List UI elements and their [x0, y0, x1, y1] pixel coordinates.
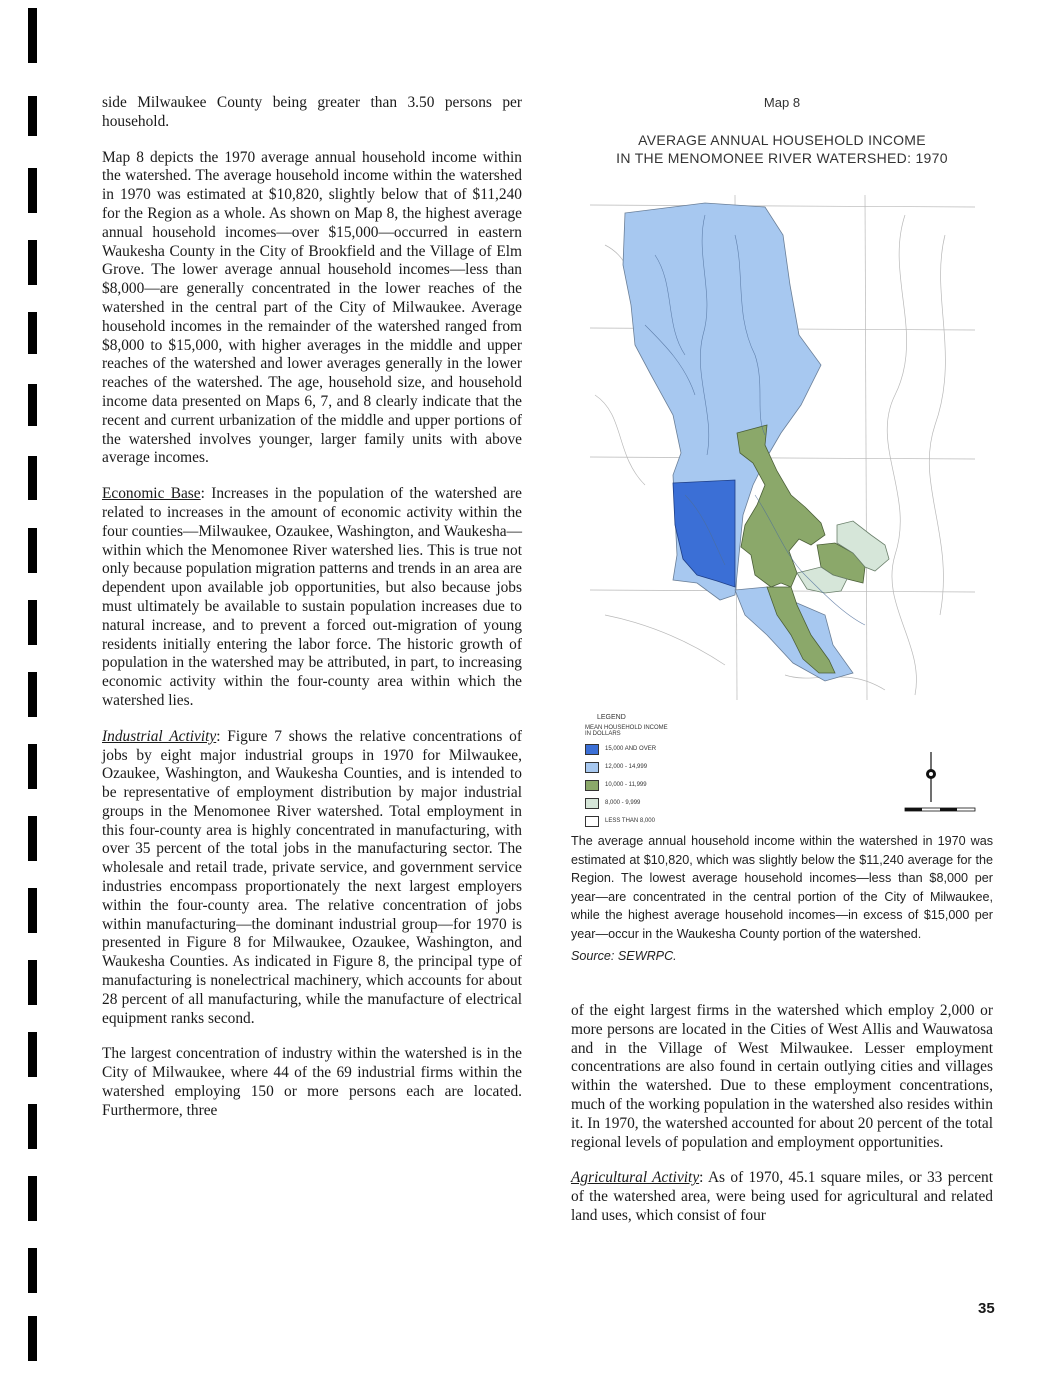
- legend-item-label: 10,000 - 11,999: [605, 782, 647, 788]
- paragraph-economic-base: [102, 485, 522, 711]
- legend-item: [585, 812, 668, 830]
- heading-agricultural-activity: Agricultural Activity: [571, 1169, 700, 1187]
- left-column: [102, 94, 522, 1138]
- legend-swatch: [585, 780, 599, 791]
- legend-item-label: 15,000 AND OVER: [605, 746, 657, 752]
- caption-text: The average annual household income within the watershed in 1970 was estimated at $10,820, which was slightly below the $11,240 average for the Region. The lowest average household incomes—less than $8,000 per year—are concentrated in the central portion of the City of Milwaukee, while the highest average household incomes—in excess of $15,000 per year—occur in the Waukesha County portion of the watershed.: [571, 834, 993, 941]
- legend-swatch: [585, 744, 599, 755]
- legend-item: [585, 758, 668, 776]
- legend-item: [585, 776, 668, 794]
- legend-subtitle-2: IN DOLLARS: [585, 731, 621, 737]
- map-title-line-2: IN THE MENOMONEE RIVER WATERSHED: 1970: [616, 150, 948, 166]
- legend-item-label: 8,000 - 9,999: [605, 800, 641, 806]
- map-legend: [585, 714, 668, 830]
- legend-item-label: 12,000 - 14,999: [605, 764, 648, 770]
- legend-swatch: [585, 816, 599, 827]
- map-zone-10000: [737, 425, 825, 587]
- caption-source: Source: SEWRPC.: [571, 948, 677, 963]
- legend-title: LEGEND: [597, 714, 626, 721]
- map-caption: [571, 832, 993, 968]
- paragraph-eight-largest-firms: of the eight largest firms in the watershed which employ 2,000 or more persons are located in the Cities of West Allis and Wauwatosa and in the Village of West Milwaukee. Lesser employment concentrations are also found in certain outlying cities and villages within the watershed. Due to these employment concentrations, much of the working population in the watershed also resides within it. In 1970, the watershed accounted for about 20 percent of the total regional levels of population and employment opportunities.: [571, 1002, 993, 1151]
- right-column: [571, 1002, 993, 1243]
- watershed-map: [585, 195, 985, 705]
- map-title: [571, 131, 993, 167]
- paragraph-household-size-end: side Milwaukee County being greater than 3.50 persons per household.: [102, 94, 522, 130]
- paragraph-agricultural-activity: [571, 1169, 993, 1225]
- paragraph-income: Map 8 depicts the 1970 average annual household income within the watershed. The average household income within the watershed in 1970 was estimated at $10,820, slightly below that of $11,240 for the Region as a whole. As shown on Map 8, the highest average annual household incomes—over $15,000—occurred in eastern Waukesha County in the City of Brookfield and the Village of Elm Grove. The lower average annual household incomes—less than $8,000—are generally concentrated in the lower reaches of the watershed in the central part of the City of Milwaukee. Average household incomes in the remainder of the watershed ranged from $8,000 to $15,000, with higher averages in the middle and upper reaches of the watershed and lower averages generally in the lower reaches of the watershed. The age, household size, and household income data presented on Maps 6, 7, and 8 clearly indicate that the recent and current urbanization of the middle and upper portions of the watershed involves younger, larger family units with above average incomes.: [102, 148, 522, 467]
- legend-swatch: [585, 762, 599, 773]
- map-title-line-1: AVERAGE ANNUAL HOUSEHOLD INCOME: [638, 132, 926, 148]
- map-label: Map 8: [763, 95, 801, 110]
- legend-item: [585, 740, 668, 758]
- north-arrow-scale: [895, 750, 995, 820]
- legend-item-label: LESS THAN 8,000: [605, 818, 655, 824]
- industrial-activity-text: : Figure 7 shows the relative concentrations of jobs by eight major industrial groups in 1970 for Milwaukee, Ozaukee, Washington, and Waukesha Counties, and is intended to be representative of employment distribution by major industrial groups in the Menomonee River watershed. Total employment in this four-county area is highly concentrated in manufacturing, with over 35 percent of the total jobs in the manufacturing sector. The wholesale and retail trade, private service, and government service industries encompass proportionately the next largest employers within the four-county area. The relative concentration of jobs within manufacturing—the dominant industrial group—for 1970 is presented in Figure 8 for Milwaukee, Ozaukee, Washington, and Waukesha Counties. As indicated in Figure 8, the principal type of manufacturing is nonelectrical machinery, which accounts for about 28 percent of all manufacturing, while the manufacture of electrical equipment ranks second.: [102, 727, 522, 1027]
- agricultural-activity-text: : As of 1970, 45.1 square miles, or 33 percent of the watershed area, were being used for agricultural and related land uses, which consist of four: [571, 1169, 993, 1224]
- heading-industrial-activity: Industrial Activity: [102, 727, 217, 745]
- paragraph-largest-concentration: The largest concentration of industry within the watershed is in the City of Milwaukee, where 44 of the 69 industrial firms within the watershed employing 150 or more persons each are located. Furthermore, three: [102, 1045, 522, 1119]
- heading-economic-base: Economic Base: [102, 485, 201, 503]
- legend-subtitle-1: MEAN HOUSEHOLD INCOME: [585, 725, 668, 731]
- legend-item: [585, 794, 668, 812]
- paragraph-industrial-activity: [102, 728, 522, 1029]
- page-number: 35: [978, 1300, 995, 1317]
- legend-swatch: [585, 798, 599, 809]
- economic-base-text: : Increases in the population of the watershed are related to increases in the amount of economic activity within the four counties—Milwaukee, Ozaukee, Washington, and Waukesha—within which the Menomonee River watershed lies. This is true not only because population migration patterns and trends in an area are dependent upon available job opportunities, but also because jobs must ultimately be available to sustain population increases due to natural increase, and to prevent a forced out-migration of young residents initially entering the labor force. The historic growth of population in the watershed may be attributed, in part, to increasing economic activity within the four-county area within which the watershed lies.: [102, 485, 522, 709]
